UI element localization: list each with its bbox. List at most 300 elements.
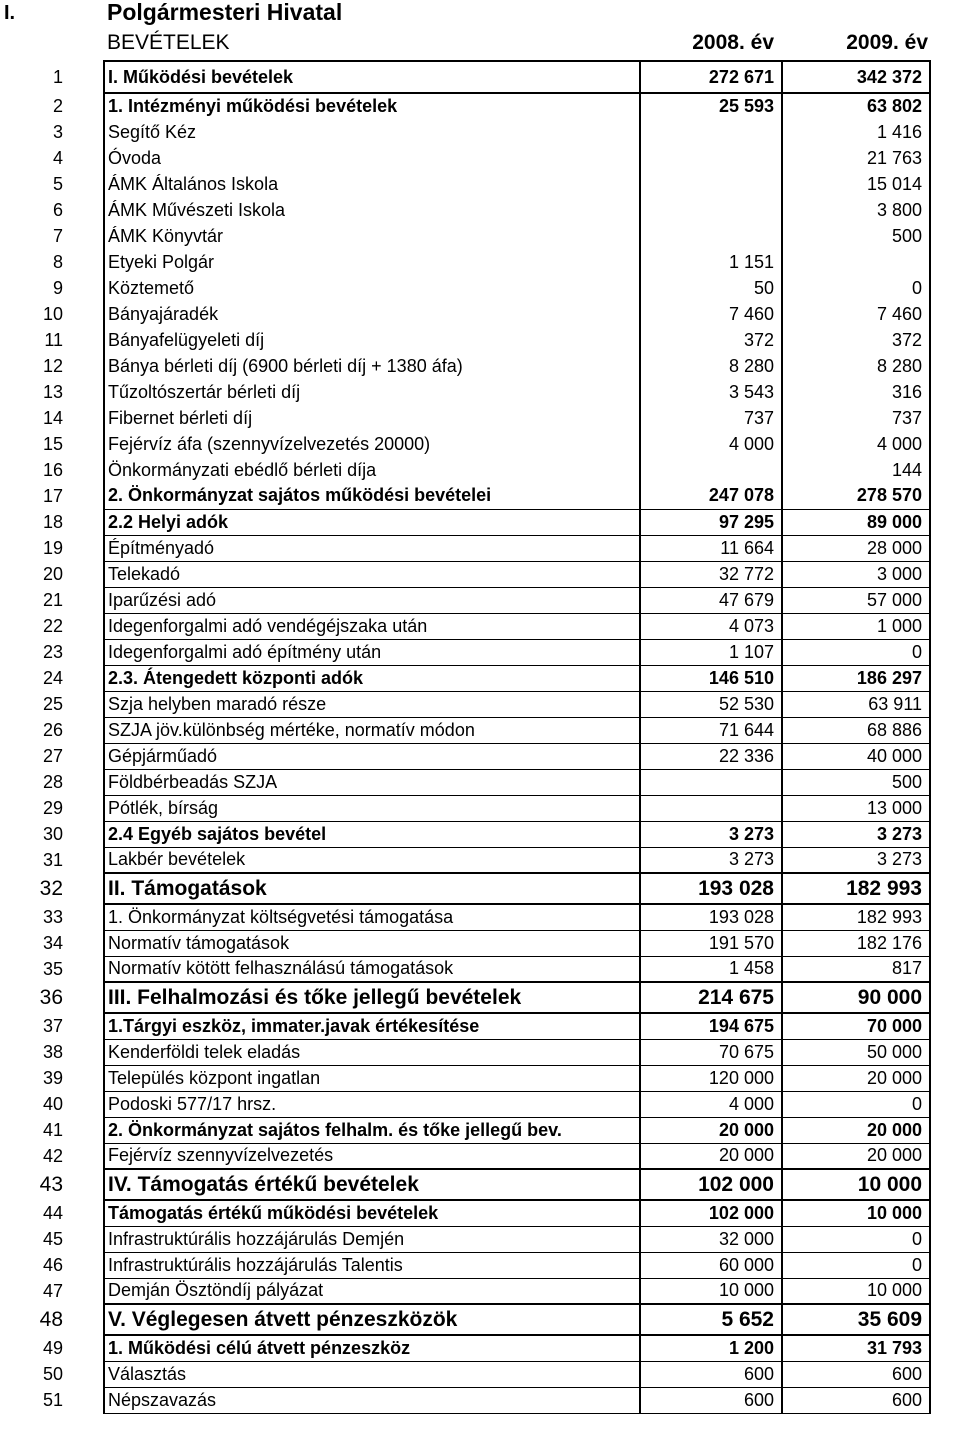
value-2008: 600 xyxy=(640,1361,782,1387)
row-spacer xyxy=(930,301,960,327)
value-2008: 10 000 xyxy=(640,1278,782,1304)
row-number: 17 xyxy=(42,485,63,506)
row-label: 1.Tárgyi eszköz, immater.javak értékesítése xyxy=(104,1013,640,1039)
row-number: 46 xyxy=(42,1254,63,1275)
row-label: 1. Működési célú átvett pénzeszköz xyxy=(104,1335,640,1361)
value-2008: 71 644 xyxy=(640,717,782,743)
row-spacer xyxy=(930,171,960,197)
value-2009: 10 000 xyxy=(782,1200,930,1226)
table-row xyxy=(0,795,960,821)
table-row xyxy=(0,1252,960,1278)
table-row xyxy=(0,1278,960,1304)
value-2008: 7 460 xyxy=(640,301,782,327)
table-row xyxy=(0,301,960,327)
table-row xyxy=(0,61,960,93)
row-spacer xyxy=(930,1117,960,1143)
value-2009: 817 xyxy=(782,956,930,982)
row-label: Szja helyben maradó része xyxy=(104,691,640,717)
row-number: 29 xyxy=(42,797,63,818)
value-2008: 120 000 xyxy=(640,1065,782,1091)
row-label: Normatív támogatások xyxy=(104,930,640,956)
value-2009: 278 570 xyxy=(782,483,930,509)
value-2009: 0 xyxy=(782,1252,930,1278)
row-spacer xyxy=(930,275,960,301)
value-2009: 144 xyxy=(782,457,930,483)
row-spacer xyxy=(930,821,960,847)
value-2008: 4 073 xyxy=(640,613,782,639)
row-label: Etyeki Polgár xyxy=(104,249,640,275)
row-label: Segítő Kéz xyxy=(104,119,640,145)
row-label: III. Felhalmozási és tőke jellegű bevételek xyxy=(104,982,640,1013)
value-2009: 600 xyxy=(782,1361,930,1387)
value-2008: 70 675 xyxy=(640,1039,782,1065)
row-spacer xyxy=(930,561,960,587)
row-number: 32 xyxy=(39,876,63,900)
title-number: I. xyxy=(4,2,16,24)
table-row xyxy=(0,1169,960,1200)
value-2008: 146 510 xyxy=(640,665,782,691)
value-2008 xyxy=(640,171,782,197)
value-2008: 25 593 xyxy=(640,93,782,119)
row-spacer xyxy=(930,1169,960,1200)
row-label: Podoski 577/17 hrsz. xyxy=(104,1091,640,1117)
row-spacer xyxy=(930,1200,960,1226)
row-number: 36 xyxy=(39,985,63,1009)
row-number: 34 xyxy=(42,932,63,953)
value-2008 xyxy=(640,145,782,171)
table-row xyxy=(0,1143,960,1169)
table-row xyxy=(0,769,960,795)
table-row xyxy=(0,1039,960,1065)
row-number: 2 xyxy=(52,95,63,116)
row-label: Tűzoltószertár bérleti díj xyxy=(104,379,640,405)
row-number: 22 xyxy=(42,615,63,636)
row-spacer xyxy=(930,93,960,119)
table-row xyxy=(0,223,960,249)
row-number: 13 xyxy=(42,381,63,402)
row-label: II. Támogatások xyxy=(104,873,640,904)
table-row xyxy=(0,249,960,275)
table-row xyxy=(0,431,960,457)
value-2008: 20 000 xyxy=(640,1117,782,1143)
value-2008: 11 664 xyxy=(640,535,782,561)
row-spacer xyxy=(930,1278,960,1304)
value-2009: 20 000 xyxy=(782,1065,930,1091)
table-row xyxy=(0,327,960,353)
table-row xyxy=(0,743,960,769)
row-label: Lakbér bevételek xyxy=(104,847,640,873)
value-2009: 8 280 xyxy=(782,353,930,379)
value-2008 xyxy=(640,119,782,145)
value-2009: 372 xyxy=(782,327,930,353)
value-2009: 21 763 xyxy=(782,145,930,171)
row-label: 2. Önkormányzat sajátos felhalm. és tőke jellegű bev. xyxy=(104,1117,640,1143)
table-row xyxy=(0,1335,960,1361)
value-2009: 500 xyxy=(782,769,930,795)
row-label: Kenderföldi telek eladás xyxy=(104,1039,640,1065)
value-2008: 20 000 xyxy=(640,1143,782,1169)
table-row xyxy=(0,379,960,405)
row-number: 19 xyxy=(42,537,63,558)
value-2009: 28 000 xyxy=(782,535,930,561)
row-number: 15 xyxy=(42,433,63,454)
value-2009: 63 802 xyxy=(782,93,930,119)
row-number: 27 xyxy=(42,745,63,766)
value-2008: 47 679 xyxy=(640,587,782,613)
row-label: Normatív kötött felhasználású támogatások xyxy=(104,956,640,982)
value-2008: 4 000 xyxy=(640,1091,782,1117)
row-label: 1. Intézményi működési bevételek xyxy=(104,93,640,119)
table-row xyxy=(0,717,960,743)
row-number: 23 xyxy=(42,641,63,662)
value-2009: 68 886 xyxy=(782,717,930,743)
value-2008 xyxy=(640,223,782,249)
row-label: Fibernet bérleti díj xyxy=(104,405,640,431)
value-2009: 182 993 xyxy=(782,904,930,930)
row-number: 42 xyxy=(42,1145,63,1166)
table-row xyxy=(0,353,960,379)
row-number: 18 xyxy=(42,511,63,532)
table-row xyxy=(0,535,960,561)
value-2009: 4 000 xyxy=(782,431,930,457)
value-2008: 1 151 xyxy=(640,249,782,275)
table-row xyxy=(0,691,960,717)
row-label: 2.2 Helyi adók xyxy=(104,509,640,535)
revenue-table xyxy=(0,60,960,1414)
row-spacer xyxy=(930,982,960,1013)
value-2009: 0 xyxy=(782,639,930,665)
row-number: 24 xyxy=(42,667,63,688)
row-spacer xyxy=(930,1065,960,1091)
row-spacer xyxy=(930,61,960,93)
value-2009: 31 793 xyxy=(782,1335,930,1361)
row-number: 14 xyxy=(42,407,63,428)
value-2008: 214 675 xyxy=(640,982,782,1013)
row-label: Infrastruktúrális hozzájárulás Demjén xyxy=(104,1226,640,1252)
row-label: Telekadó xyxy=(104,561,640,587)
value-2009: 1 000 xyxy=(782,613,930,639)
value-2008: 600 xyxy=(640,1387,782,1413)
table-row xyxy=(0,956,960,982)
row-label: Választás xyxy=(104,1361,640,1387)
row-spacer xyxy=(930,431,960,457)
row-spacer xyxy=(930,327,960,353)
row-label: Önkormányzati ebédlő bérleti díja xyxy=(104,457,640,483)
table-row xyxy=(0,171,960,197)
value-2008: 8 280 xyxy=(640,353,782,379)
row-number: 25 xyxy=(42,693,63,714)
value-2009: 90 000 xyxy=(782,982,930,1013)
row-spacer xyxy=(930,639,960,665)
row-label: Demján Ösztöndíj pályázat xyxy=(104,1278,640,1304)
row-number: 31 xyxy=(42,849,63,870)
row-spacer xyxy=(930,769,960,795)
row-number: 30 xyxy=(42,823,63,844)
row-number: 35 xyxy=(42,958,63,979)
row-number: 26 xyxy=(42,719,63,740)
row-label: Idegenforgalmi adó vendégéjszaka után xyxy=(104,613,640,639)
row-label: ÁMK Művészeti Iskola xyxy=(104,197,640,223)
value-2008 xyxy=(640,795,782,821)
row-number: 48 xyxy=(39,1307,63,1331)
row-number: 45 xyxy=(42,1228,63,1249)
value-2009: 3 273 xyxy=(782,847,930,873)
table-row xyxy=(0,1361,960,1387)
value-2009: 35 609 xyxy=(782,1304,930,1335)
row-spacer xyxy=(930,1361,960,1387)
row-spacer xyxy=(930,249,960,275)
value-2009: 7 460 xyxy=(782,301,930,327)
value-2009: 15 014 xyxy=(782,171,930,197)
value-2009: 186 297 xyxy=(782,665,930,691)
row-label: 1. Önkormányzat költségvetési támogatása xyxy=(104,904,640,930)
row-spacer xyxy=(930,1335,960,1361)
row-number: 38 xyxy=(42,1041,63,1062)
table-row xyxy=(0,847,960,873)
table-row xyxy=(0,1304,960,1335)
value-2008: 3 273 xyxy=(640,821,782,847)
row-label: Támogatás értékű működési bevételek xyxy=(104,1200,640,1226)
row-label: SZJA jöv.különbség mértéke, normatív módon xyxy=(104,717,640,743)
row-spacer xyxy=(930,353,960,379)
revenue-table-body xyxy=(0,61,960,1413)
row-label: Földbérbeadás SZJA xyxy=(104,769,640,795)
value-2009: 10 000 xyxy=(782,1169,930,1200)
value-2009: 20 000 xyxy=(782,1117,930,1143)
row-spacer xyxy=(930,223,960,249)
value-2008: 372 xyxy=(640,327,782,353)
row-number: 40 xyxy=(42,1093,63,1114)
value-2008: 60 000 xyxy=(640,1252,782,1278)
value-2009: 40 000 xyxy=(782,743,930,769)
row-spacer xyxy=(930,483,960,509)
value-2008: 193 028 xyxy=(640,904,782,930)
value-2008: 1 200 xyxy=(640,1335,782,1361)
row-number: 16 xyxy=(42,459,63,480)
value-2008 xyxy=(640,197,782,223)
value-2008: 50 xyxy=(640,275,782,301)
value-2009: 70 000 xyxy=(782,1013,930,1039)
value-2009: 182 993 xyxy=(782,873,930,904)
table-row xyxy=(0,639,960,665)
value-2009: 0 xyxy=(782,1226,930,1252)
table-row xyxy=(0,275,960,301)
table-row xyxy=(0,1387,960,1413)
value-2009: 0 xyxy=(782,1091,930,1117)
value-2009: 13 000 xyxy=(782,795,930,821)
row-spacer xyxy=(930,847,960,873)
row-label: Infrastruktúrális hozzájárulás Talentis xyxy=(104,1252,640,1278)
row-number: 20 xyxy=(42,563,63,584)
row-label: Iparűzési adó xyxy=(104,587,640,613)
header-label: BEVÉTELEK xyxy=(107,31,230,54)
row-spacer xyxy=(930,509,960,535)
value-2008: 22 336 xyxy=(640,743,782,769)
value-2008: 5 652 xyxy=(640,1304,782,1335)
value-2009 xyxy=(782,249,930,275)
value-2009: 89 000 xyxy=(782,509,930,535)
row-label: Gépjárműadó xyxy=(104,743,640,769)
row-label: 2.4 Egyéb sajátos bevétel xyxy=(104,821,640,847)
table-row xyxy=(0,405,960,431)
row-spacer xyxy=(930,956,960,982)
table-row xyxy=(0,1013,960,1039)
row-spacer xyxy=(930,691,960,717)
row-label: Pótlék, bírság xyxy=(104,795,640,821)
row-spacer xyxy=(930,1039,960,1065)
table-row xyxy=(0,483,960,509)
row-number: 33 xyxy=(42,906,63,927)
row-label: Település központ ingatlan xyxy=(104,1065,640,1091)
row-label: Népszavazás xyxy=(104,1387,640,1413)
value-2009: 1 416 xyxy=(782,119,930,145)
table-row xyxy=(0,457,960,483)
table-row xyxy=(0,1226,960,1252)
value-2009: 3 273 xyxy=(782,821,930,847)
row-spacer xyxy=(930,119,960,145)
row-spacer xyxy=(930,1304,960,1335)
row-label: IV. Támogatás értékű bevételek xyxy=(104,1169,640,1200)
value-2008: 193 028 xyxy=(640,873,782,904)
table-row xyxy=(0,1117,960,1143)
row-number: 43 xyxy=(39,1172,63,1196)
value-2008: 191 570 xyxy=(640,930,782,956)
row-label: Köztemető xyxy=(104,275,640,301)
table-row xyxy=(0,93,960,119)
value-2009: 0 xyxy=(782,275,930,301)
row-number: 10 xyxy=(42,303,63,324)
row-spacer xyxy=(930,873,960,904)
row-number: 1 xyxy=(52,66,63,87)
row-number: 7 xyxy=(52,225,63,246)
row-label: V. Véglegesen átvett pénzeszközök xyxy=(104,1304,640,1335)
table-row xyxy=(0,1200,960,1226)
value-2008: 4 000 xyxy=(640,431,782,457)
row-number: 9 xyxy=(52,277,63,298)
value-2008: 32 000 xyxy=(640,1226,782,1252)
row-number: 37 xyxy=(42,1015,63,1036)
row-number: 41 xyxy=(42,1119,63,1140)
row-spacer xyxy=(930,145,960,171)
value-2009: 50 000 xyxy=(782,1039,930,1065)
value-2009: 3 000 xyxy=(782,561,930,587)
value-2008: 3 543 xyxy=(640,379,782,405)
row-spacer xyxy=(930,717,960,743)
row-label: Óvoda xyxy=(104,145,640,171)
row-label: 2.3. Átengedett központi adók xyxy=(104,665,640,691)
row-number: 50 xyxy=(42,1363,63,1384)
value-2008: 1 458 xyxy=(640,956,782,982)
table-row xyxy=(0,665,960,691)
table-row xyxy=(0,119,960,145)
row-number: 51 xyxy=(42,1389,63,1410)
row-number: 44 xyxy=(42,1202,63,1223)
value-2009: 600 xyxy=(782,1387,930,1413)
row-spacer xyxy=(930,1143,960,1169)
row-spacer xyxy=(930,405,960,431)
row-label: 2. Önkormányzat sajátos működési bevételei xyxy=(104,483,640,509)
row-spacer xyxy=(930,197,960,223)
table-row xyxy=(0,904,960,930)
row-spacer xyxy=(930,457,960,483)
value-2008: 52 530 xyxy=(640,691,782,717)
value-2008: 3 273 xyxy=(640,847,782,873)
value-2008: 272 671 xyxy=(640,61,782,93)
header-year-2009: 2009. év xyxy=(846,31,928,54)
row-spacer xyxy=(930,795,960,821)
row-number: 11 xyxy=(44,329,63,350)
table-row xyxy=(0,873,960,904)
value-2009: 57 000 xyxy=(782,587,930,613)
row-spacer xyxy=(930,930,960,956)
table-row xyxy=(0,587,960,613)
value-2009: 182 176 xyxy=(782,930,930,956)
row-label: Bányajáradék xyxy=(104,301,640,327)
column-header-row xyxy=(0,28,960,60)
row-number: 4 xyxy=(52,147,63,168)
value-2009: 316 xyxy=(782,379,930,405)
row-spacer xyxy=(930,535,960,561)
table-row xyxy=(0,145,960,171)
value-2009: 10 000 xyxy=(782,1278,930,1304)
row-number: 28 xyxy=(42,771,63,792)
row-spacer xyxy=(930,587,960,613)
value-2008: 247 078 xyxy=(640,483,782,509)
value-2008 xyxy=(640,769,782,795)
row-label: Építményadó xyxy=(104,535,640,561)
value-2009: 342 372 xyxy=(782,61,930,93)
row-number: 47 xyxy=(42,1280,63,1301)
value-2009: 500 xyxy=(782,223,930,249)
value-2008: 1 107 xyxy=(640,639,782,665)
value-2008 xyxy=(640,457,782,483)
table-row xyxy=(0,613,960,639)
table-row xyxy=(0,1091,960,1117)
row-spacer xyxy=(930,1013,960,1039)
row-label: Bánya bérleti díj (6900 bérleti díj + 1380 áfa) xyxy=(104,353,640,379)
table-row xyxy=(0,982,960,1013)
page-title: Polgármesteri Hivatal xyxy=(107,0,343,25)
value-2009: 737 xyxy=(782,405,930,431)
row-spacer xyxy=(930,1091,960,1117)
title-row xyxy=(0,0,960,28)
row-number: 5 xyxy=(52,173,63,194)
row-spacer xyxy=(930,379,960,405)
value-2008: 102 000 xyxy=(640,1169,782,1200)
table-row xyxy=(0,1065,960,1091)
value-2008: 32 772 xyxy=(640,561,782,587)
row-spacer xyxy=(930,1252,960,1278)
row-number: 12 xyxy=(42,355,63,376)
row-label: Bányafelügyeleti díj xyxy=(104,327,640,353)
row-number: 3 xyxy=(52,121,63,142)
row-label: Idegenforgalmi adó építmény után xyxy=(104,639,640,665)
row-number: 49 xyxy=(42,1337,63,1358)
table-row xyxy=(0,821,960,847)
table-row xyxy=(0,561,960,587)
row-spacer xyxy=(930,613,960,639)
table-row xyxy=(0,197,960,223)
value-2008: 97 295 xyxy=(640,509,782,535)
row-label: ÁMK Könyvtár xyxy=(104,223,640,249)
value-2009: 63 911 xyxy=(782,691,930,717)
row-label: Fejérvíz áfa (szennyvízelvezetés 20000) xyxy=(104,431,640,457)
row-label: I. Működési bevételek xyxy=(104,61,640,93)
row-number: 6 xyxy=(52,199,63,220)
value-2008: 194 675 xyxy=(640,1013,782,1039)
value-2009: 20 000 xyxy=(782,1143,930,1169)
row-spacer xyxy=(930,743,960,769)
